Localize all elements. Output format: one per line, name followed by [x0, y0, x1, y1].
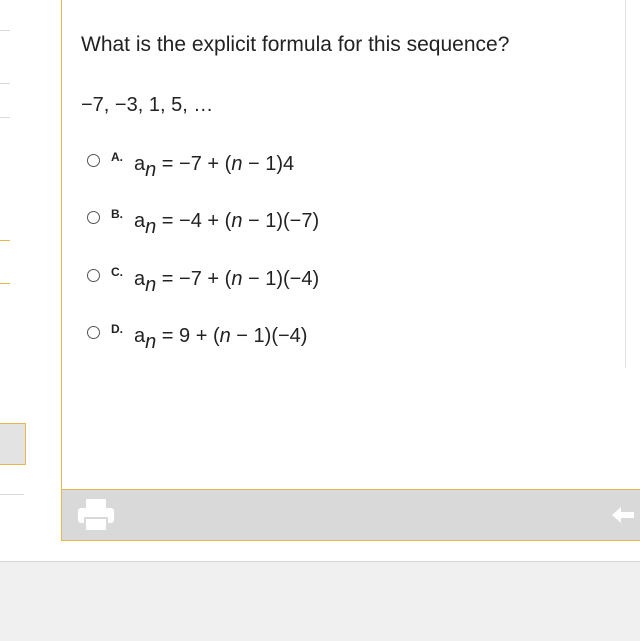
option-letter: D. — [111, 322, 123, 336]
back-button[interactable] — [612, 507, 634, 523]
sequence-text: −7, −3, 1, 5, … — [81, 94, 214, 116]
bottom-toolbar — [61, 490, 640, 541]
option-letter: A. — [111, 150, 123, 164]
radio-button[interactable] — [87, 211, 100, 224]
sidebar-divider — [0, 83, 10, 84]
sidebar-divider — [0, 240, 10, 241]
radio-button[interactable] — [87, 269, 100, 282]
option-formula: an = −7 + (n − 1)(−4) — [134, 268, 320, 296]
sidebar-divider — [0, 30, 10, 31]
sidebar-divider — [0, 494, 24, 495]
answer-option-b[interactable] — [87, 205, 487, 238]
question-prompt: What is the explicit formula for this sequence? — [81, 33, 510, 56]
back-arrow-icon — [612, 507, 634, 523]
sidebar-divider — [0, 283, 10, 284]
option-formula: an = −7 + (n − 1)4 — [134, 153, 295, 181]
card-divider — [625, 0, 626, 368]
answer-option-a[interactable] — [87, 148, 487, 181]
sidebar-item[interactable] — [0, 423, 26, 465]
option-formula: an = −4 + (n − 1)(−7) — [134, 210, 320, 238]
sidebar-divider — [0, 117, 10, 118]
question-card — [61, 0, 640, 490]
footer-area — [0, 561, 640, 641]
radio-button[interactable] — [87, 326, 100, 339]
answer-option-d[interactable] — [87, 320, 487, 353]
print-button[interactable] — [78, 499, 114, 531]
answer-option-c[interactable] — [87, 263, 487, 296]
printer-icon — [78, 499, 114, 531]
radio-button[interactable] — [87, 154, 100, 167]
option-letter: C. — [111, 265, 123, 279]
option-formula: an = 9 + (n − 1)(−4) — [134, 325, 308, 353]
option-letter: B. — [111, 207, 123, 221]
